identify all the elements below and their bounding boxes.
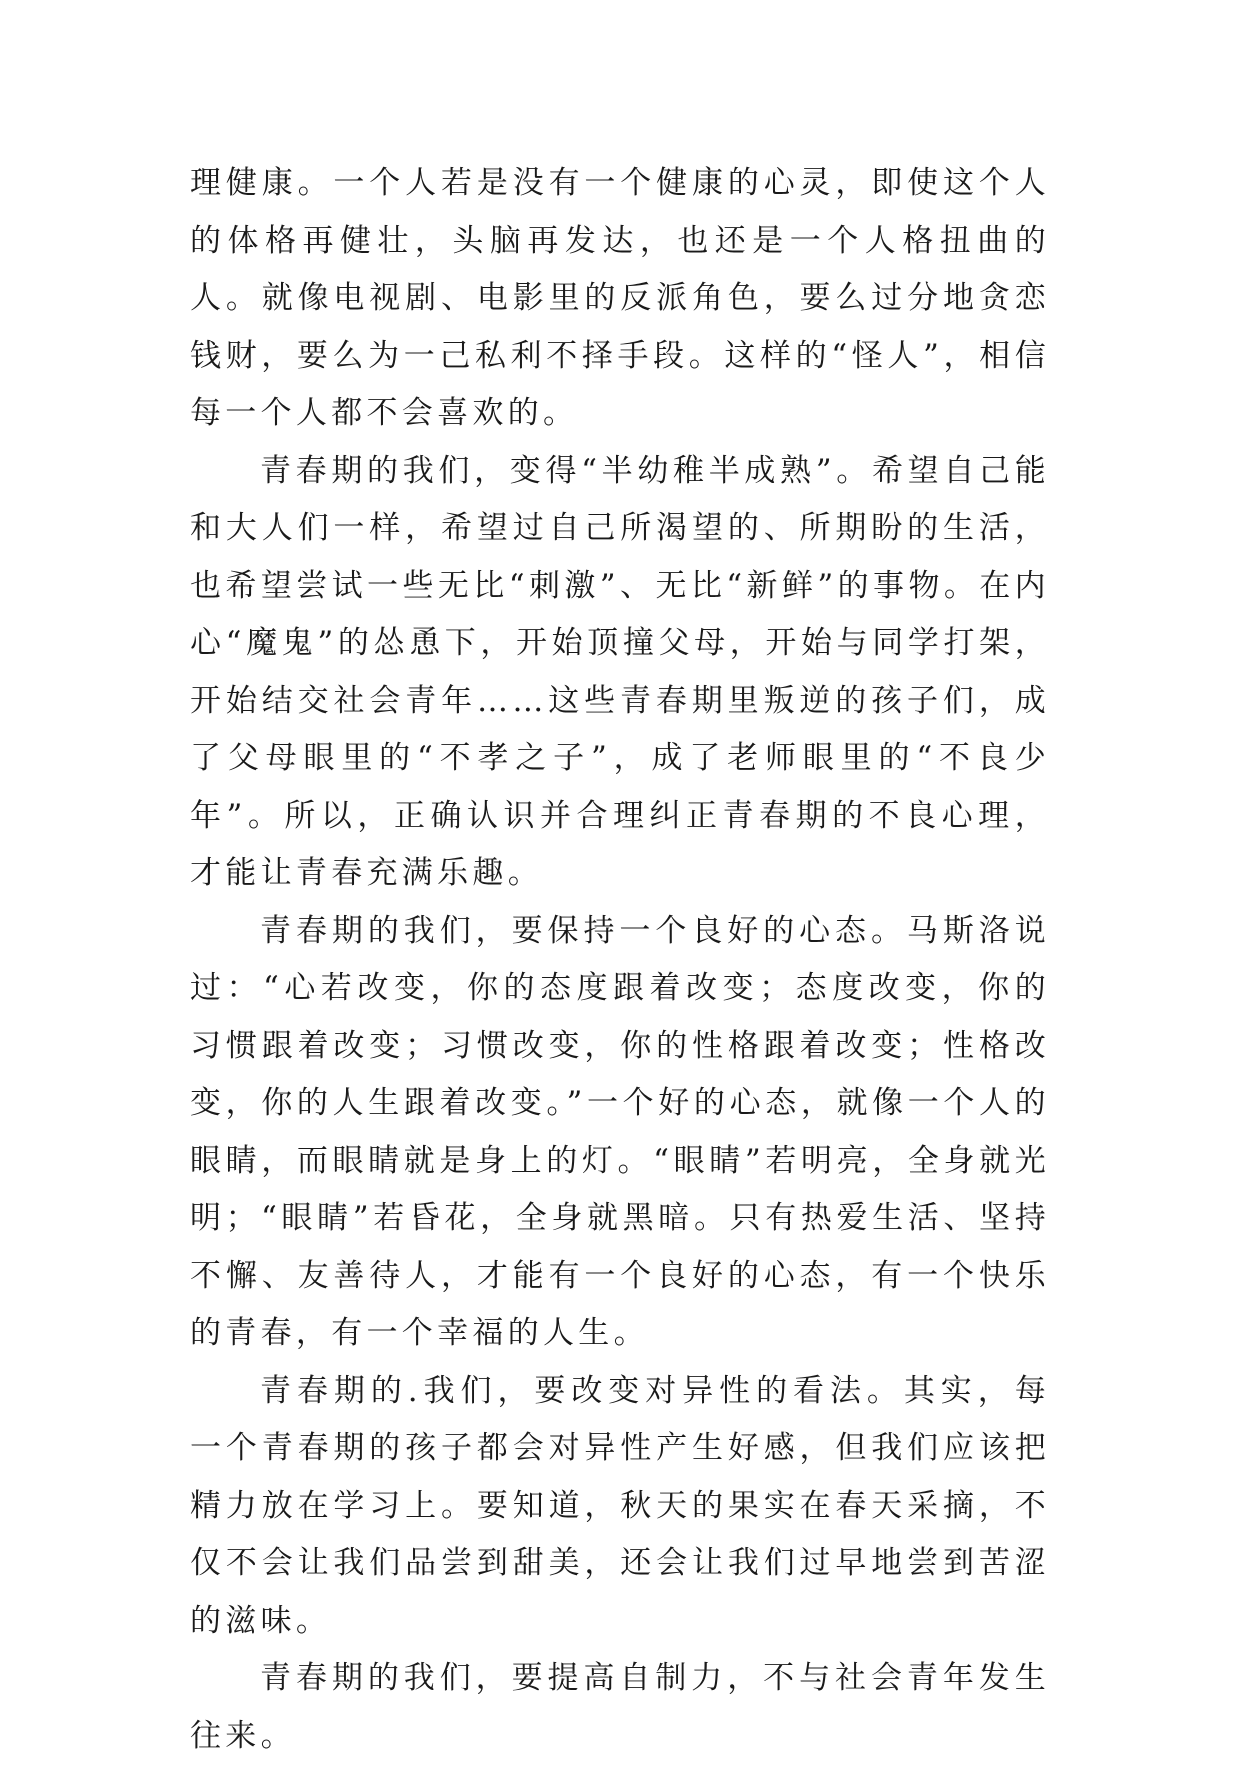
document-body [190,155,1050,1765]
paragraph-continued: 理健康。一个人若是没有一个健康的心灵，即使这个人的体格再健壮，头脑再发达，也还是一个人格扭曲的人。就像电视剧、电影里的反派角色，要么过分地贪恋钱财，要么为一己私利不择手段。这样的“怪人”，相信每一个人都不会喜欢的。 [190,165,1050,431]
paragraph-self-control: 青春期的我们，要提高自制力，不与社会青年发生往来。 [190,1660,1050,1754]
paragraph-adolescence-rebellion: 青春期的我们，变得“半幼稚半成熟”。希望自己能和大人们一样，希望过自己所渴望的、所期盼的生活，也希望尝试一些无比“刺激”、无比“新鲜”的事物。在内心“魔鬼”的怂恿下，开始顶撞父母，开始与同学打架，开始结交社会青年……这些青春期里叛逆的孩子们，成了父母眼里的“不孝之子”，成了老师眼里的“不良少年”。所以，正确认识并合理纠正青春期的不良心理，才能让青春充满乐趣。 [190,452,1050,891]
paragraph-opposite-sex: 青春期的.我们，要改变对异性的看法。其实，每一个青春期的孩子都会对异性产生好感，但我们应该把精力放在学习上。要知道，秋天的果实在春天采摘，不仅不会让我们品尝到甜美，还会让我们过早地尝到苦涩的滋味。 [190,1372,1050,1639]
paragraph-good-attitude: 青春期的我们，要保持一个良好的心态。马斯洛说过：“心若改变，你的态度跟着改变；态度改变，你的习惯跟着改变；习惯改变，你的性格跟着改变；性格改变，你的人生跟着改变。”一个好的心态，就像一个人的眼睛，而眼睛就是身上的灯。“眼睛”若明亮，全身就光明；“眼睛”若昏花，全身就黑暗。只有热爱生活、坚持不懈、友善待人，才能有一个良好的心态，有一个快乐的青春，有一个幸福的人生。 [190,912,1050,1351]
